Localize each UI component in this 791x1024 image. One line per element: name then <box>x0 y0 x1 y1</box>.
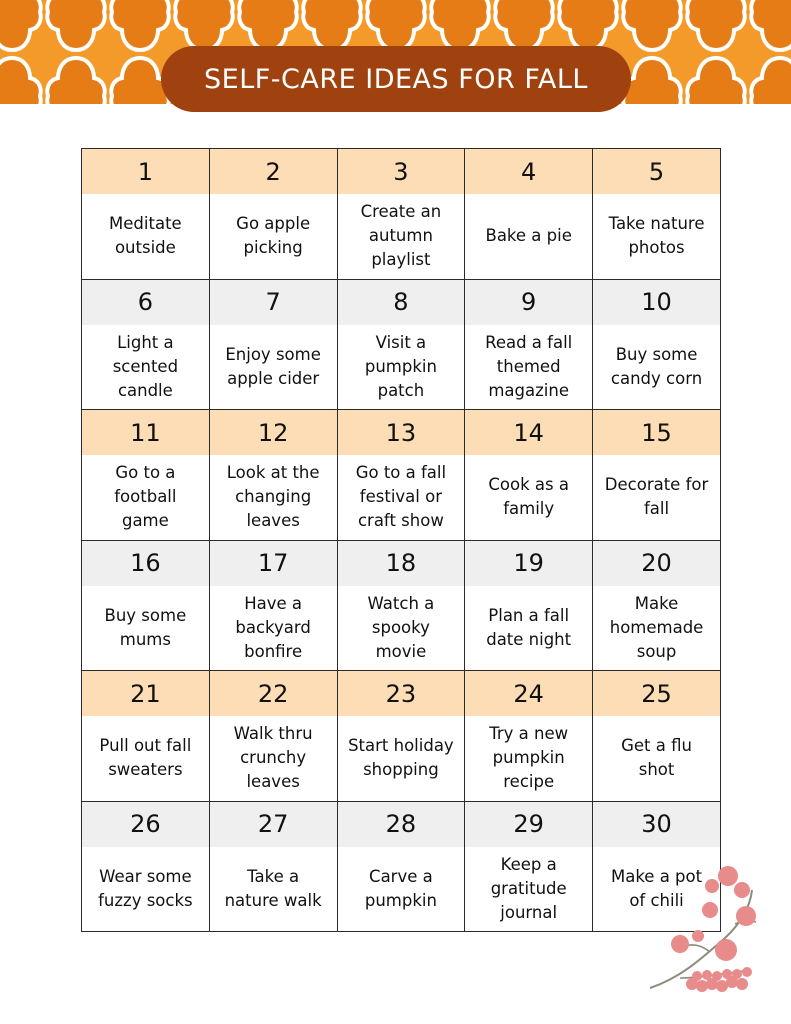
day-number: 28 <box>338 802 465 847</box>
idea-cell <box>82 541 209 670</box>
day-number: 13 <box>338 410 465 455</box>
idea-cell <box>465 280 592 409</box>
idea-text: Get a flu shot <box>621 736 692 779</box>
day-number: 3 <box>338 149 465 194</box>
grid-row <box>82 279 721 410</box>
idea-text: Cook as a family <box>488 475 569 518</box>
day-number: 21 <box>82 671 209 716</box>
idea-text: Keep a gratitude journal <box>490 854 567 922</box>
day-number: 27 <box>210 802 337 847</box>
idea-text: Buy some mums <box>104 605 187 649</box>
idea-text: Go to a football game <box>114 463 177 530</box>
idea-cell <box>593 149 720 278</box>
idea-cell <box>338 671 465 800</box>
idea-text: Take nature photos <box>608 214 705 257</box>
grid-row <box>82 410 721 541</box>
idea-text: Decorate for fall <box>604 475 709 518</box>
idea-text: Bake a pie <box>485 226 572 245</box>
day-number: 19 <box>465 541 592 586</box>
idea-text: Look at the changing leaves <box>226 463 320 530</box>
idea-cell <box>465 541 592 670</box>
day-number: 23 <box>338 671 465 716</box>
idea-cell <box>210 541 337 670</box>
idea-text: Make homemade soup <box>609 593 704 661</box>
day-number: 4 <box>465 149 592 194</box>
idea-cell <box>210 410 337 539</box>
day-number: 24 <box>465 671 592 716</box>
idea-cell <box>82 149 209 278</box>
ideas-grid <box>81 148 721 932</box>
day-number: 30 <box>593 802 720 847</box>
idea-text: Buy some candy corn <box>610 344 703 388</box>
idea-text: Meditate outside <box>109 214 182 257</box>
idea-text: Wear some fuzzy socks <box>98 866 193 910</box>
idea-text: Start holiday shopping <box>348 736 454 779</box>
idea-text: Create an autumn playlist <box>360 202 442 269</box>
idea-text: Have a backyard bonfire <box>235 593 311 661</box>
idea-cell <box>338 541 465 670</box>
idea-text: Go apple picking <box>236 214 311 257</box>
day-number: 7 <box>210 280 337 325</box>
idea-cell <box>593 671 720 800</box>
idea-cell <box>210 280 337 409</box>
day-number: 16 <box>82 541 209 586</box>
idea-text: Take a nature walk <box>224 866 322 910</box>
idea-cell <box>593 541 720 670</box>
day-number: 14 <box>465 410 592 455</box>
idea-text: Go to a fall festival or craft show <box>355 463 447 530</box>
grid-row <box>82 801 721 932</box>
idea-cell <box>338 149 465 278</box>
idea-cell <box>338 280 465 409</box>
day-number: 20 <box>593 541 720 586</box>
idea-text: Watch a spooky movie <box>367 593 435 661</box>
idea-cell <box>593 280 720 409</box>
idea-cell <box>82 802 209 931</box>
idea-cell <box>465 671 592 800</box>
idea-cell <box>465 410 592 539</box>
day-number: 29 <box>465 802 592 847</box>
idea-text: Carve a pumpkin <box>364 866 437 910</box>
idea-text: Read a fall themed magazine <box>485 332 573 400</box>
idea-text: Make a pot of chili <box>610 866 703 910</box>
day-number: 18 <box>338 541 465 586</box>
idea-text: Enjoy some apple cider <box>225 344 321 388</box>
day-number: 17 <box>210 541 337 586</box>
day-number: 8 <box>338 280 465 325</box>
idea-cell <box>210 149 337 278</box>
idea-text: Light a scented candle <box>112 332 179 400</box>
day-number: 10 <box>593 280 720 325</box>
idea-cell <box>210 802 337 931</box>
day-number: 11 <box>82 410 209 455</box>
title-banner <box>161 46 631 112</box>
idea-cell <box>338 802 465 931</box>
idea-text: Plan a fall date night <box>486 605 572 649</box>
day-number: 9 <box>465 280 592 325</box>
idea-cell <box>82 410 209 539</box>
day-number: 2 <box>210 149 337 194</box>
day-number: 1 <box>82 149 209 194</box>
idea-cell <box>338 410 465 539</box>
day-number: 25 <box>593 671 720 716</box>
page-title: SELF-CARE IDEAS FOR FALL <box>204 63 588 95</box>
idea-cell <box>82 671 209 800</box>
day-number: 12 <box>210 410 337 455</box>
day-number: 15 <box>593 410 720 455</box>
idea-text: Pull out fall sweaters <box>99 736 192 779</box>
day-number: 5 <box>593 149 720 194</box>
day-number: 6 <box>82 280 209 325</box>
idea-cell <box>465 149 592 278</box>
grid-row <box>82 671 721 802</box>
idea-text: Try a new pumpkin recipe <box>489 724 569 791</box>
idea-cell <box>210 671 337 800</box>
idea-cell <box>82 280 209 409</box>
idea-cell <box>465 802 592 931</box>
grid-row <box>82 149 721 280</box>
idea-cell <box>593 410 720 539</box>
berry-branch-icon <box>640 860 790 1010</box>
day-number: 26 <box>82 802 209 847</box>
day-number: 22 <box>210 671 337 716</box>
grid-row <box>82 540 721 671</box>
idea-text: Walk thru crunchy leaves <box>233 724 313 791</box>
idea-text: Visit a pumpkin patch <box>364 332 437 400</box>
